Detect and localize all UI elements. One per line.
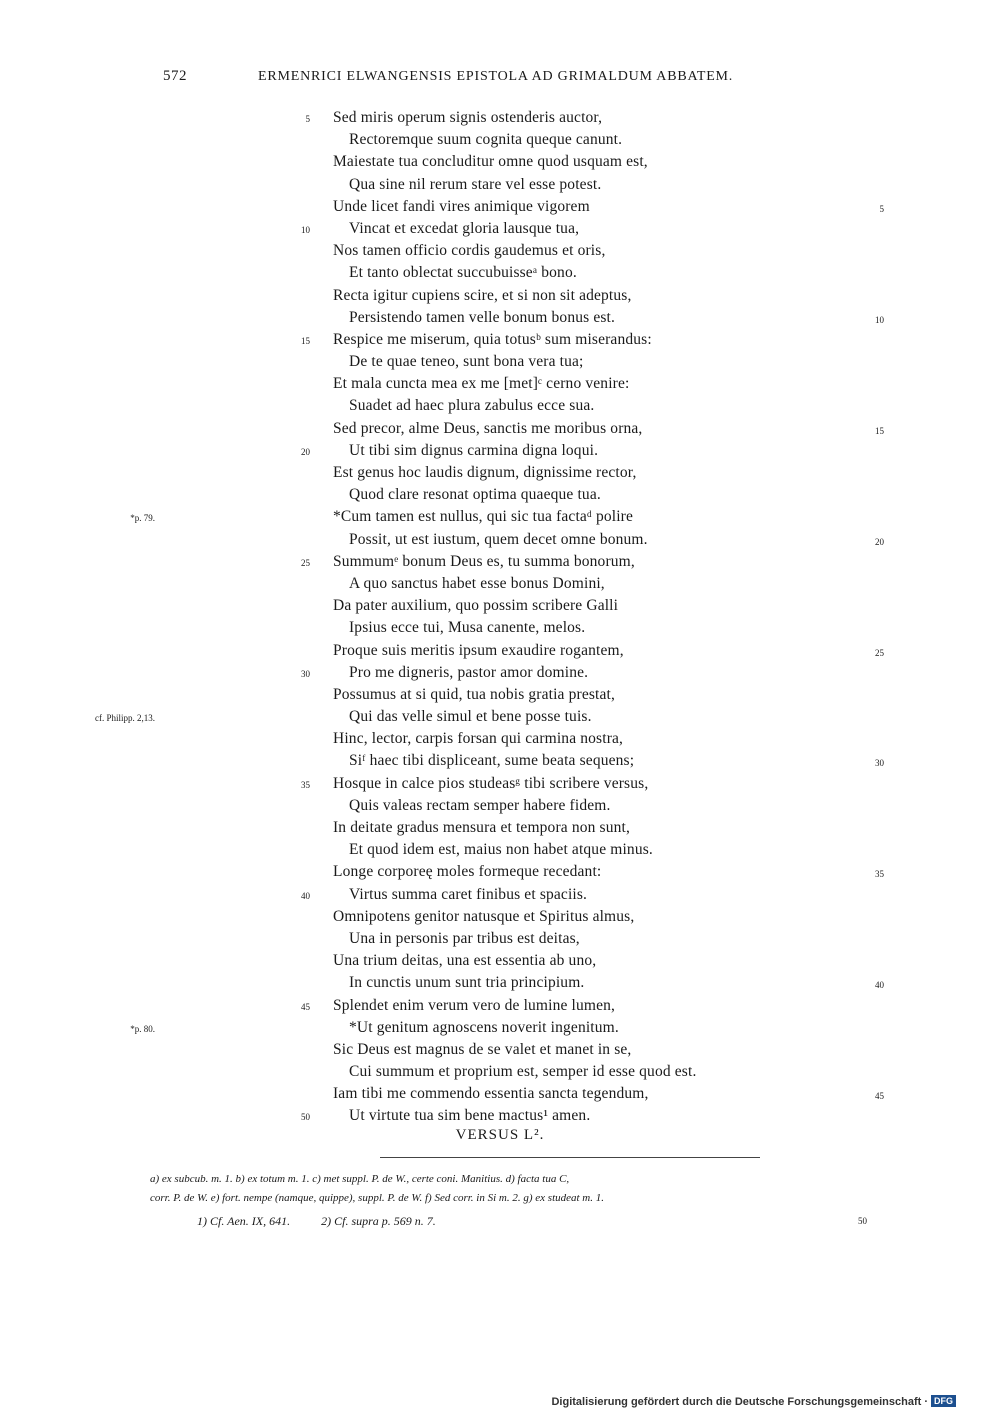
verse-text: Siᶠ haec tibi displiceant, sume beata sequens; [349, 752, 635, 770]
verse-text: A quo sanctus habet esse bonus Domini, [349, 574, 605, 592]
verse-text: Possumus at si quid, tua nobis gratia prestat, [333, 685, 616, 703]
verse-text: Qua sine nil rerum stare vel esse potest. [349, 175, 602, 193]
line-number-right: 35 [875, 869, 884, 880]
verse-line [0, 972, 1000, 994]
verse-line [0, 395, 1000, 417]
verse-line [0, 573, 1000, 595]
verse-text: Sic Deus est magnus de se valet et manet in se, [333, 1040, 632, 1058]
verse-line [0, 373, 1000, 395]
line-number-left: 5 [305, 114, 310, 124]
verse-line [0, 773, 1000, 795]
verse-text: Rectoremque suum cognita queque canunt. [349, 131, 623, 149]
dfg-logo: DFG [931, 1395, 956, 1407]
verse-line [0, 196, 1000, 218]
line-number-left: 10 [301, 224, 310, 235]
verse-text: In deitate gradus mensura et tempora non sunt, [333, 819, 631, 836]
footnote: 2) Cf. supra p. 569 n. 7. [321, 1214, 436, 1228]
verse-text: Nos tamen officio cordis gaudemus et oris, [333, 242, 606, 260]
verse-line [0, 1039, 1000, 1061]
verse-text: Quis valeas rectam semper habere fidem. [349, 796, 611, 814]
verse-text: Suadet ad haec plura zabulus ecce sua. [349, 397, 595, 415]
verse-text: Est genus hoc laudis dignum, dignissime rector, [333, 464, 637, 481]
verse-text: Qui das velle simul et bene posse tuis. [349, 708, 592, 726]
line-number-right: 10 [875, 314, 884, 325]
verse-line [0, 928, 1000, 950]
line-number-left: 45 [301, 1001, 310, 1012]
verse-line [0, 950, 1000, 972]
verse-text: Sed precor, alme Deus, sanctis me moribus orna, [333, 419, 643, 437]
verse-text: Recta igitur cupiens scire, et si non sit adeptus, [333, 286, 632, 304]
line-number-right: 15 [875, 425, 884, 436]
verse-line [0, 595, 1000, 617]
footnotes [197, 1214, 464, 1229]
poem-text [0, 107, 1000, 1128]
line-number-right: 30 [875, 758, 884, 769]
verse-text: Cui summum et proprium est, semper id esse quod est. [349, 1063, 697, 1081]
verse-text: Omnipotens genitor natusque et Spiritus almus, [333, 907, 635, 925]
line-number-left: 50 [301, 1112, 310, 1123]
verse-line [0, 440, 1000, 462]
verse-line [0, 107, 1000, 129]
verse-line [0, 285, 1000, 307]
footnote-divider [380, 1157, 760, 1158]
verse-line [0, 817, 1000, 839]
line-number-left: 35 [301, 779, 310, 790]
verse-line [0, 329, 1000, 351]
line-number-right: 25 [875, 647, 884, 658]
verse-text: Longe corporeę moles formeque recedant: [333, 863, 602, 881]
line-number-right: 5 [879, 203, 884, 214]
verse-text: Persistendo tamen velle bonum bonus est. [349, 308, 616, 326]
verse-line [0, 462, 1000, 484]
verse-line [0, 728, 1000, 750]
section-heading: VERSUS L². [455, 1127, 545, 1143]
verse-text: Hinc, lector, carpis forsan qui carmina nostra, [333, 730, 624, 748]
verse-line [0, 262, 1000, 284]
verse-line [0, 506, 1000, 528]
verse-text: Ut tibi sim dignus carmina digna loqui. [349, 441, 599, 459]
verse-line [0, 1105, 1000, 1127]
verse-text: Respice me miserum, quia totusᵇ sum miserandus: [333, 330, 652, 348]
line-number-left: 30 [301, 668, 310, 679]
verse-line [0, 884, 1000, 906]
verse-line [0, 839, 1000, 861]
line-number-right: 50 [858, 1216, 867, 1226]
critical-apparatus-line: a) ex subcub. m. 1. b) ex totum m. 1. c) met suppl. P. de W., certe coni. Manitius. d) facta tua C, [150, 1173, 570, 1185]
verse-text: De te quae teneo, sunt bona vera tua; [349, 353, 584, 371]
line-number-right: 20 [875, 536, 884, 547]
verse-text: Possit, ut est iustum, quem decet omne bonum. [349, 530, 648, 548]
verse-text: Maiestate tua concluditur omne quod usquam est, [333, 153, 648, 171]
verse-text: Virtus summa caret finibus et spaciis. [349, 885, 588, 903]
verse-line [0, 906, 1000, 928]
verse-text: Ipsius ecce tui, Musa canente, melos. [349, 619, 586, 637]
verse-text: In cunctis unum sunt tria principium. [349, 974, 585, 992]
verse-text: Vincat et excedat gloria lausque tua, [349, 219, 580, 237]
line-number-left: 40 [301, 890, 310, 901]
verse-text: Et tanto oblectat succubuisseᵃ bono. [349, 264, 577, 282]
verse-line [0, 617, 1000, 639]
verse-line [0, 484, 1000, 506]
line-number-left: 15 [301, 335, 310, 346]
margin-reference: cf. Philipp. 2,13. [95, 713, 155, 724]
verse-line [0, 750, 1000, 772]
verse-text: *Ut genitum agnoscens noverit ingenitum. [349, 1018, 619, 1036]
verse-line [0, 151, 1000, 173]
verse-line [0, 1061, 1000, 1083]
verse-line [0, 418, 1000, 440]
verse-text: *Cum tamen est nullus, qui sic tua factaᵈ polire [333, 508, 633, 526]
verse-line [0, 351, 1000, 373]
line-number-left: 20 [301, 446, 310, 457]
verse-text: Una trium deitas, una est essentia ab uno, [333, 952, 597, 970]
verse-line [0, 240, 1000, 262]
verse-text: Pro me digneris, pastor amor domine. [349, 663, 589, 681]
critical-apparatus-line: corr. P. de W. e) fort. nempe (namque, quippe), suppl. P. de W. f) Sed corr. in Si m. 2. g) ex studeat m. 1. [150, 1192, 605, 1204]
verse-line [0, 861, 1000, 883]
verse-text: Una in personis par tribus est deitas, [349, 929, 580, 947]
verse-text: Unde licet fandi vires animique vigorem [333, 197, 590, 215]
verse-line [0, 662, 1000, 684]
line-number-right: 45 [875, 1091, 884, 1102]
verse-text: Ut virtute tua sim bene mactus¹ amen. [349, 1107, 591, 1125]
footnote: 1) Cf. Aen. IX, 641. [197, 1214, 291, 1228]
verse-text: Proque suis meritis ipsum exaudire rogantem, [333, 641, 624, 659]
verse-text: Hosque in calce pios studeasᵍ tibi scribere versus, [333, 774, 649, 792]
verse-line [0, 129, 1000, 151]
line-number-right: 40 [875, 980, 884, 991]
page-header [0, 68, 1000, 94]
verse-text: Et mala cuncta mea ex me [met]ᶜ cerno venire: [333, 375, 630, 393]
verse-line [0, 218, 1000, 240]
line-number-left: 25 [301, 557, 310, 568]
verse-line [0, 1017, 1000, 1039]
margin-reference: *p. 79. [130, 513, 155, 524]
credit-text: Digitalisierung gefördert durch die Deutsche Forschungsgemeinschaft · [551, 1396, 928, 1408]
verse-line [0, 529, 1000, 551]
margin-reference: *p. 80. [130, 1023, 155, 1034]
verse-line [0, 640, 1000, 662]
verse-line [0, 307, 1000, 329]
verse-line [0, 684, 1000, 706]
verse-text: Et quod idem est, maius non habet atque minus. [349, 841, 653, 859]
verse-text: Iam tibi me commendo essentia sancta tegendum, [333, 1085, 649, 1103]
verse-line [0, 995, 1000, 1017]
digitization-credit [551, 1395, 956, 1408]
page-number: 572 [163, 68, 187, 84]
verse-text: Summumᵉ bonum Deus es, tu summa bonorum, [333, 552, 635, 570]
verse-line [0, 551, 1000, 573]
verse-line [0, 1083, 1000, 1105]
verse-text: Da pater auxilium, quo possim scribere Galli [333, 597, 619, 615]
verse-line [0, 706, 1000, 728]
verse-text: Quod clare resonat optima quaeque tua. [349, 486, 601, 504]
verse-text: Splendet enim verum vero de lumine lumen, [333, 996, 616, 1014]
running-title: ERMENRICI ELWANGENSIS EPISTOLA AD GRIMALDUM ABBATEM. [258, 69, 734, 84]
verse-line [0, 174, 1000, 196]
verse-line [0, 795, 1000, 817]
verse-text: Sed miris operum signis ostenderis auctor, [333, 109, 603, 126]
